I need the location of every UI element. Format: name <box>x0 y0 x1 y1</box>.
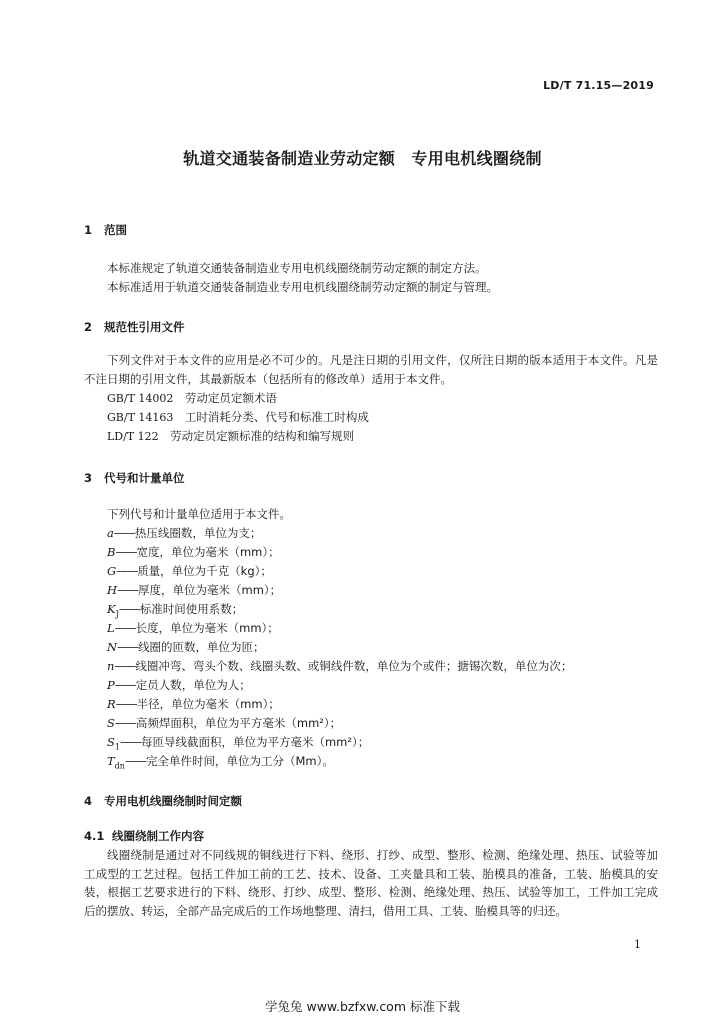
section-4-heading <box>84 793 242 809</box>
symbol-desc: 标准时间使用系数； <box>139 602 244 616</box>
reference-code: GB/T 14002 <box>107 392 174 405</box>
symbol-desc: 质量，单位为千克（kg）； <box>137 564 272 578</box>
symbol-item: B——宽度，单位为毫米（mm）； <box>107 545 280 559</box>
symbol: N <box>107 640 118 654</box>
symbol: H <box>107 583 118 597</box>
page-number: 1 <box>634 938 641 951</box>
section-title: 专用电机线圈绕制时间定额 <box>104 794 242 808</box>
references-intro: 下列文件对于本文件的应用是必不可少的。凡是注日期的引用文件，仅所注日期的版本适用于本文件。凡是不注日期的引用文件，其最新版本（包括所有的修改单）适用于本文件。 <box>84 353 658 386</box>
reference-item <box>107 427 354 447</box>
section-title: 范围 <box>104 223 127 237</box>
reference-code: LD/T 122 <box>107 430 159 443</box>
symbol: a <box>107 526 114 540</box>
symbol-desc: 定员人数，单位为人； <box>135 678 251 692</box>
section-2-heading <box>84 319 185 335</box>
page-title: 轨道交通装备制造业劳动定额 专用电机线圈绕制 <box>183 149 542 168</box>
symbol-item: $S_1——$每匝导线截面积，单位为平方毫米（mm²）； <box>107 735 370 752</box>
symbol-desc: 长度，单位为毫米（mm）； <box>135 621 279 635</box>
symbol-item: P——定员人数，单位为人； <box>107 678 251 692</box>
symbol-desc: 高频焊面积，单位为平方毫米（mm²）； <box>135 716 342 730</box>
document-id: LD/T 71.15—2019 <box>543 79 654 92</box>
symbol-desc: 热压线圈数，单位为支； <box>134 526 262 540</box>
section-number: 1 <box>84 223 93 237</box>
subsection-title: 线圈绕制工作内容 <box>112 829 204 843</box>
symbol: $S_1$ <box>107 735 120 752</box>
symbol-item: S——高频焊面积，单位为平方毫米（mm²）； <box>107 716 342 730</box>
reference-title: 工时消耗分类、代号和标准工时构成 <box>184 410 369 424</box>
symbol-item: N——线圈的匝数，单位为匝； <box>107 640 265 654</box>
reference-code: GB/T 14163 <box>107 411 174 424</box>
scope-line-2: 本标准适用于轨道交通装备制造业专用电机线圈绕制劳动定额的制定与管理。 <box>107 280 498 294</box>
symbol-item: a——热压线圈数，单位为支； <box>107 526 262 540</box>
symbol-subscript: 1 <box>114 742 120 752</box>
section-number: 4 <box>84 794 93 808</box>
scope-line-1: 本标准规定了轨道交通装备制造业专用电机线圈绕制劳动定额的制定方法。 <box>107 261 487 275</box>
symbol: S <box>107 716 115 730</box>
section-title: 代号和计量单位 <box>104 471 185 485</box>
symbol-desc: 线圈的匝数，单位为匝； <box>138 640 265 654</box>
symbol-desc: 线圈冲弯、弯头个数、线圈头数、或铜线件数，单位为个或件；搪锡次数，单位为次； <box>135 659 573 673</box>
symbol-desc: 厚度，单位为毫米（mm）； <box>138 583 282 597</box>
reference-title: 劳动定员定额标准的结构和编写规则 <box>170 429 355 443</box>
symbol: $T_{dn}$ <box>107 754 125 771</box>
symbol: L <box>107 621 115 635</box>
subsection-4-1-heading <box>84 828 204 844</box>
symbol-desc: 宽度，单位为毫米（mm）； <box>136 545 280 559</box>
work-content-paragraph: 线圈绕制是通过对不同线规的铜线进行下料、绕形、打纱、成型、整形、检测、绝缘处理、热压、试验等加工成型的工艺过程。包括工件加工前的工艺、技术、设备、工夹量具和工装、胎模具的准备，工装、胎模具的安装，根据工艺要求进行的下料、绕形、打纱、成型、整形、检测、绝缘处理、热压、试验等加工，工件加工完成后的摆放、转运，全部产品完成后的工作场地整理、清扫，借用工具、工装、胎模具等的归还。 <box>84 848 658 918</box>
symbol: G <box>107 564 117 578</box>
symbol: P <box>107 678 115 692</box>
symbol: n <box>107 659 115 673</box>
symbol-item: $T_{dn}——$完全单件时间，单位为工分（Mm）。 <box>107 754 334 771</box>
section-3-heading <box>84 470 185 486</box>
section-number: 2 <box>84 320 93 334</box>
subsection-number: 4.1 <box>84 829 105 843</box>
symbol: B <box>107 545 116 559</box>
symbol-subscript: dn <box>114 761 125 771</box>
symbol-desc: 半径，单位为毫米（mm）； <box>136 697 280 711</box>
section-1-heading <box>84 222 127 238</box>
reference-item <box>107 389 277 409</box>
symbol-subscript: J <box>115 609 119 619</box>
symbol-item: R——半径，单位为毫米（mm）； <box>107 697 280 711</box>
symbol-desc: 完全单件时间，单位为工分（Mm）。 <box>145 754 334 768</box>
symbols-intro: 下列代号和计量单位适用于本文件。 <box>107 507 291 521</box>
symbol-desc: 每匝导线截面积，单位为平方毫米（mm²）； <box>140 735 370 749</box>
symbol-item: G——质量，单位为千克（kg）； <box>107 564 272 578</box>
symbol-item: L——长度，单位为毫米（mm）； <box>107 621 279 635</box>
symbol-item: $K_J——$标准时间使用系数； <box>107 602 244 619</box>
symbol-item: H——厚度，单位为毫米（mm）； <box>107 583 282 597</box>
symbol-item: n——线圈冲弯、弯头个数、线圈头数、或铜线件数，单位为个或件；搪锡次数，单位为次； <box>107 659 573 673</box>
symbol: $K_J$ <box>107 602 119 619</box>
reference-title: 劳动定员定额术语 <box>184 391 277 405</box>
reference-item <box>107 408 369 428</box>
section-number: 3 <box>84 471 93 485</box>
symbol: R <box>107 697 116 711</box>
footer-watermark: 学兔兔 www.bzfxw.com 标准下载 <box>265 999 460 1014</box>
section-title: 规范性引用文件 <box>104 320 185 334</box>
